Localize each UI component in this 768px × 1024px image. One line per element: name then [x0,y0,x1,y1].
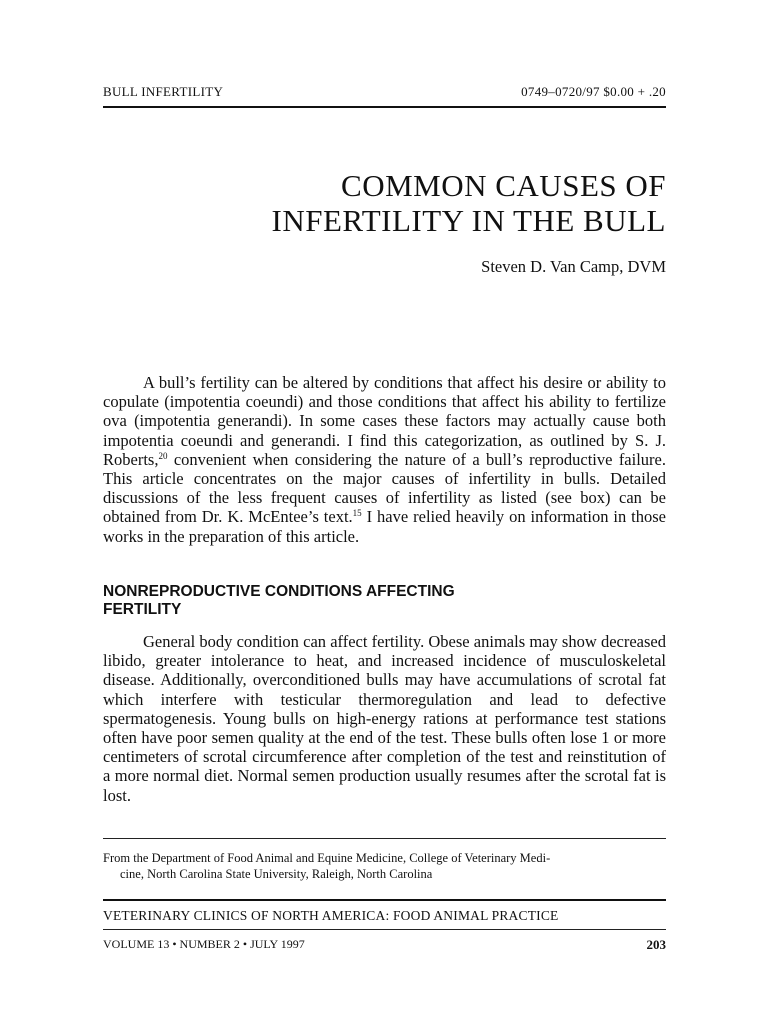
section-heading [103,583,666,618]
running-head-left: BULL INFERTILITY [103,84,224,99]
section-heading-line-2: FERTILITY [103,600,182,618]
journal-title: VETERINARY CLINICS OF NORTH AMERICA: FOOD ANIMAL PRACTICE [103,908,559,923]
volume-line [103,937,666,952]
reference-15: 15 [352,508,362,519]
intro-paragraph [103,373,666,546]
page-number: 203 [646,937,666,952]
intro-text-2: convenient when considering the nature of a bull’s reproductive failure. This article concentrates on the major causes of infertility in bulls. Detailed discussions of the less frequent causes of infertility as listed (see box) can be obtained from Dr. K. McEntee’s text. [103,449,666,527]
volume-info: VOLUME 13 • NUMBER 2 • JULY 1997 [103,937,305,951]
section-paragraph [103,632,666,805]
footnote-line-2: cine, North Carolina State University, Raleigh, North Carolina [120,867,433,881]
article-title [103,168,666,238]
footer-rule-top [103,899,666,901]
author-name: Steven D. Van Camp, DVM [481,257,666,276]
running-head-right: 0749–0720/97 $0.00 + .20 [521,84,666,99]
footnote-rule [103,838,666,839]
intro-text-1: A bull’s fertility can be altered by conditions that affect his desire or ability to copulate (impotentia coeundi) and those conditions that affect his ability to fertilize ova (impotentia generandi). In some cases these factors may actually cause both impotentia coeundi and generandi. I find this categorization, as outlined by S. J. Roberts, [103,373,666,469]
header-rule [103,106,666,108]
title-line-2: INFERTILITY IN THE BULL [271,203,666,238]
title-line-1: COMMON CAUSES OF [341,168,666,203]
affiliation-footnote [103,850,666,882]
footer-rule-middle [103,929,666,930]
reference-20: 20 [158,450,168,461]
section-paragraph-text: General body condition can affect fertility. Obese animals may show decreased libido, greater intolerance to heat, and increased incidence of musculoskeletal disease. Additionally, overconditioned bulls may have accumulations of scrotal fat which interfere with testicular thermoregulation and lead to defective spermatogenesis. Young bulls on high-energy rations at performance test stations often have poor semen quality at the end of the test. These bulls often lose 1 or more centimeters of scrotal circumference after completion of the test and reinstitution of a more normal diet. Normal semen production usually resumes after the scrotal fat is lost. [103,632,666,805]
section-heading-line-1: NONREPRODUCTIVE CONDITIONS AFFECTING [103,583,455,600]
footnote-line-1: From the Department of Food Animal and Equine Medicine, College of Veterinary Medi- [103,851,551,865]
intro-text-3: I have relied heavily on information in those works in the preparation of this article. [103,507,666,546]
